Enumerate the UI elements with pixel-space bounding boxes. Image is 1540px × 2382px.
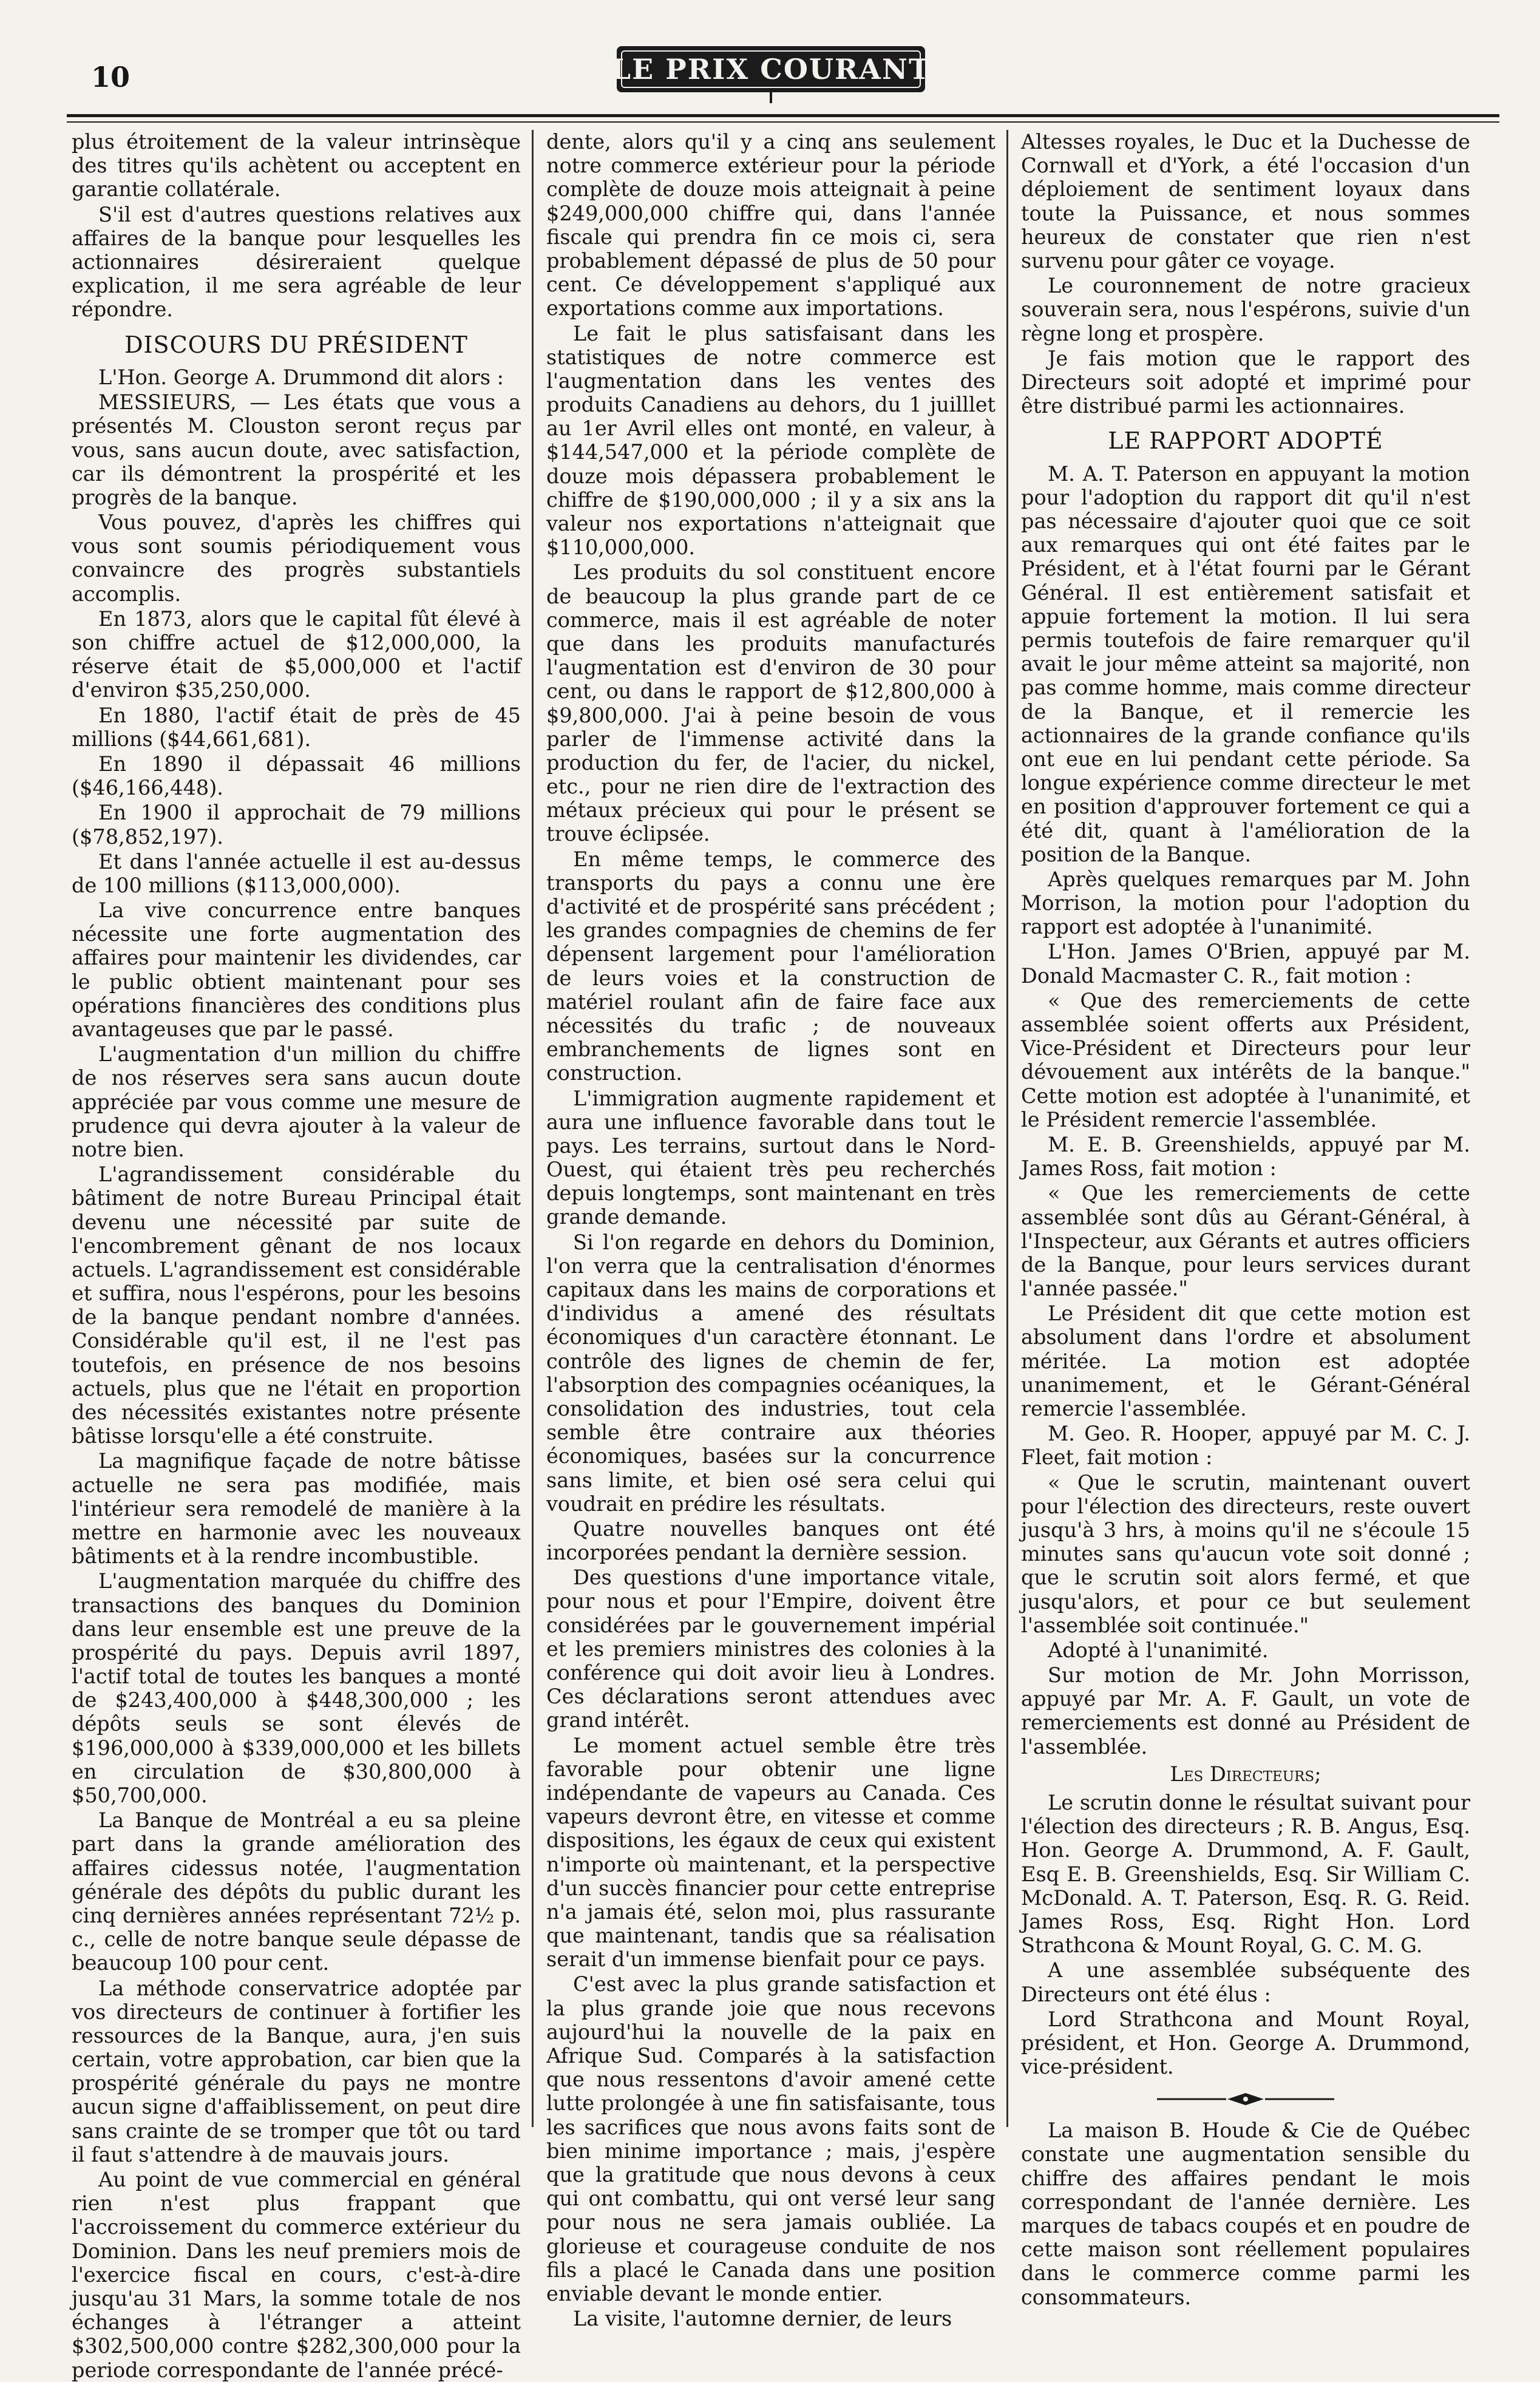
paragraph: « Que les remerciements de cette assemblée sont dûs au Gérant-Général, à l'Inspecteur, aux Gérants et autres officiers de la Banque, pour leurs services durant l'année passée." — [1021, 1181, 1470, 1301]
ornament-divider — [1155, 2092, 1337, 2106]
paragraph: Le scrutin donne le résultat suivant pour l'élection des directeurs ; R. B. Angus, Esq. Hon. George A. Drummond, A. F. Gault, Esq E. B. Greenshields, Esq. Sir William C. McDonald. A. T. Paterson, Esq. R. G. Reid. James Ross, Esq. Right Hon. Lord Strathcona & Mount Royal, G. C. M. G. — [1021, 1791, 1470, 1958]
paragraph: Le couronnement de notre gracieux souverain sera, nous l'espérons, suivie d'un règne long et prospère. — [1021, 274, 1470, 345]
svg-text:LE PRIX COURANT: LE PRIX COURANT — [611, 53, 931, 86]
paragraph: Adopté à l'unanimité. — [1048, 1638, 1269, 1662]
paragraph: En même temps, le commerce des transports du pays a connu une ère d'activité et de prospérité sans précédent ; les grandes compagnies de chemins de fer dépensent largement pour l'amélioration de leurs voies et la construction de matériel roulant afin de faire face aux nécessités du trafic ; de nouveaux embranchements de lignes sont en construction. — [546, 847, 996, 1085]
paragraph: Les produits du sol constituent encore de beaucoup la plus grande part de ce commerce, mais il est agréable de noter que dans les produits manufacturés l'augmentation est d'environ de 30 pour cent, ou dans le rapport de $12,800,000 à $9,800,000. J'ai à peine besoin de vous parler de l'immense activité dans la production du fer, de l'acier, du nickel, etc., pour ne rien dire de l'extraction des métaux précieux qui pour le présent se trouve éclipsée. — [546, 560, 996, 846]
section-subheading: Les Directeurs; — [1170, 1762, 1321, 1786]
paragraph: Sur motion de Mr. John Morrisson, appuyé par Mr. A. F. Gault, un vote de remerciements est donné au Président de l'assemblée. — [1021, 1663, 1470, 1759]
column-2 — [546, 130, 996, 2331]
masthead-logo — [613, 38, 929, 106]
column-1 — [72, 130, 521, 2382]
paragraph: En 1900 il approchait de 79 millions ($78,852,197). — [72, 801, 521, 849]
paragraph: « Que le scrutin, maintenant ouvert pour l'élection des directeurs, reste ouvert jusqu'à 3 hrs, à moins qu'il ne s'écoule 15 minutes sans qu'aucun vote soit donné ; que le scrutin soit alors fermé, et que jusqu'alors, et pour ce but seulement l'assemblée soit continuée." — [1021, 1470, 1470, 1637]
paragraph: S'il est d'autres questions relatives aux affaires de la banque pour lesquelles les actionnaires désireraient quelque explication, il me sera agréable de leur répondre. — [72, 202, 521, 322]
paragraph: L'augmentation d'un million du chiffre de nos réserves sera sans aucun doute appréciée par vous comme une mesure de prudence qui devra ajouter à la valeur de notre bien. — [72, 1042, 521, 1161]
paragraph: La vive concurrence entre banques nécessite une forte augmentation des affaires pour maintenir les dividendes, car le public obtient maintenant pour ses opérations financières des conditions plus avantageuses que par le passé. — [72, 898, 521, 1042]
paragraph: « Que des remerciements de cette assemblée soient offerts aux Président, Vice-Président et Directeurs pour leur dévouement aux intérêts de la banque." Cette motion est adoptée à l'unanimité, et le Président remercie l'assemblée. — [1021, 988, 1470, 1132]
paragraph: Et dans l'année actuelle il est au-dessus de 100 millions ($113,000,000). — [72, 849, 521, 897]
paragraph: Altesses royales, le Duc et la Duchesse de Cornwall et d'York, a été l'occasion d'un déploiement de sentiment loyaux dans toute la Puissance, et nous sommes heureux de constater que rien n'est survenu pour gâter ce voyage. — [1021, 130, 1470, 273]
paragraph: En 1890 il dépassait 46 millions ($46,166,448). — [72, 752, 521, 800]
paragraph: MESSIEURS, — Les états que vous a présentés M. Clouston seront reçus par vous, sans aucun doute, avec satisfaction, car ils démontrent la prospérité et les progrès de la banque. — [72, 390, 521, 509]
column-3 — [1021, 130, 1470, 2309]
paragraph: M. Geo. R. Hooper, appuyé par M. C. J. Fleet, fait motion : — [1021, 1422, 1470, 1470]
paragraph: dente, alors qu'il y a cinq ans seulement notre commerce extérieur pour la période complète de douze mois atteignait à peine $249,000,000 chiffre qui, dans l'année fiscale qui prendra fin ce mois ci, sera probablement dépassé de plus de 50 pour cent. Ce développement s'appliqué aux exportations comme aux importations. — [546, 130, 996, 321]
paragraph: L'Hon. George A. Drummond dit alors : — [98, 365, 504, 389]
paragraph: A une assemblée subséquente des Directeurs ont été élus : — [1021, 1958, 1470, 2006]
paragraph: C'est avec la plus grande satisfaction et la plus grande joie que nous recevons aujourd'hui la nouvelle de la paix en Afrique Sud. Comparés à la satisfaction que nous ressentons d'avoir amené cette lutte prolongée à une fin satisfaisante, tous les sacrifices que nous avons faits sont de bien minime importance ; mais, j'espère que la gratitude que nous devons à ceux qui ont combattu, qui ont versé leur sang pour nous ne sera jamais oubliée. La glorieuse et courageuse conduite de nos fils a placé le Canada dans une position enviable devant le monde entier. — [546, 1972, 996, 2306]
paragraph: Si l'on regarde en dehors du Dominion, l'on verra que la centralisation d'énormes capitaux dans les mains de corporations et d'individus a amené des résultats économiques d'un caractère étonnant. Le contrôle des lignes de chemin de fer, l'absorption des compagnies océaniques, la consolidation des industries, tout cela semble être contraire aux théories économiques, basées sur la concurrence sans limite, et bien osé sera celui qui voudrait en prédire les résultats. — [546, 1230, 996, 1516]
column-divider — [1006, 130, 1008, 2127]
paragraph: En 1880, l'actif était de près de 45 millions ($44,661,681). — [72, 703, 521, 751]
page-number: 10 — [91, 61, 131, 93]
paragraph: La maison B. Houde & Cie de Québec constate une augmentation sensible du chiffre des affaires pendant le mois correspondant de l'année dernière. Les marques de tabacs coupés et en poudre de cette maison sont réellement populaires dans le commerce comme parmi les consommateurs. — [1021, 2119, 1470, 2309]
header-rule-thin — [67, 121, 1499, 123]
paragraph: La magnifique façade de notre bâtisse actuelle ne sera pas modifiée, mais l'intérieur sera remodelé de manière à la mettre en harmonie avec les nouveaux bâtiments et à la rendre incombustible. — [72, 1449, 521, 1569]
section-heading: LE RAPPORT ADOPTÉ — [1108, 427, 1383, 455]
paragraph: La Banque de Montréal a eu sa pleine part dans la grande amélioration des affaires cidessus notée, l'augmentation générale des dépôts du public durant les cinq dernières années représentant 72½ p. c., celle de notre banque seule dépasse de beaucoup 100 pour cent. — [72, 1808, 521, 1975]
column-divider — [532, 130, 534, 2127]
paragraph: La visite, l'automne dernier, de leurs — [573, 2307, 952, 2331]
paragraph: L'Hon. James O'Brien, appuyé par M. Donald Macmaster C. R., fait motion : — [1021, 940, 1470, 988]
paragraph: M. E. B. Greenshields, appuyé par M. James Ross, fait motion : — [1021, 1132, 1470, 1181]
section-heading: DISCOURS DU PRÉSIDENT — [124, 331, 468, 358]
paragraph: La méthode conservatrice adoptée par vos directeurs de continuer à fortifier les ressources de la Banque, aura, j'en suis certain, votre approbation, car bien que la prospérité générale du pays ne montre aucun signe d'affaiblissement, on peut dire sans crainte de se tromper que tôt ou tard il faut s'attendre à de mauvais jours. — [72, 1976, 521, 2167]
header-rule — [67, 114, 1499, 117]
paragraph: Lord Strathcona and Mount Royal, président, et Hon. George A. Drummond, vice-président. — [1021, 2007, 1470, 2079]
paragraph: Quatre nouvelles banques ont été incorporées pendant la dernière session. — [546, 1516, 996, 1565]
paragraph: Au point de vue commercial en général rien n'est plus frappant que l'accroissement du commerce extérieur du Dominion. Dans les neuf premiers mois de l'exercice fiscal en cours, c'est-à-dire jusqu'au 31 Mars, la somme totale de nos échanges à l'étranger a atteint $302,500,000 contre $282,300,000 pour la periode correspondante de l'année précé- — [72, 2168, 521, 2382]
paragraph: plus étroitement de la valeur intrinsèque des titres qu'ils achètent ou acceptent en garantie collatérale. — [72, 130, 521, 202]
paragraph: Vous pouvez, d'après les chiffres qui vous sont soumis périodiquement vous convaincre des progrès substantiels accomplis. — [72, 511, 521, 606]
paragraph: En 1873, alors que le capital fût élevé à son chiffre actuel de $12,000,000, la réserve était de $5,000,000 et l'actif d'environ $35,250,000. — [72, 606, 521, 702]
paragraph: Je fais motion que le rapport des Directeurs soit adopté et imprimé pour être distribué parmi les actionnaires. — [1021, 346, 1470, 418]
paragraph: Le Président dit que cette motion est absolument dans l'ordre et absolument méritée. La motion est adoptée unanimement, et le Gérant-Général remercie l'assemblée. — [1021, 1301, 1470, 1421]
paragraph: L'agrandissement considérable du bâtiment de notre Bureau Principal était devenu une nécessité par suite de l'encombrement gênant de nos locaux actuels. L'agrandissement est considérable et suffira, nous l'espérons, pour les besoins de la banque pendant nombre d'années. Considérable qu'il est, il ne l'est pas toutefois, en présence de nos besoins actuels, plus que ne l'était en proportion des nécessités existantes notre présente bâtisse lorsqu'elle a été construite. — [72, 1162, 521, 1448]
paragraph: Des questions d'une importance vitale, pour nous et pour l'Empire, doivent être considérées par le gouvernement impérial et les premiers ministres des colonies à la conférence qui doit avoir lieu à Londres. Ces déclarations seront attendues avec grand intérêt. — [546, 1566, 996, 1732]
paragraph: Le moment actuel semble être très favorable pour obtenir une ligne indépendante de vapeurs au Canada. Ces vapeurs devront être, en vitesse et comme dispositions, les égaux de ceux qui existent n'importe où maintenant, et la perspective d'un succès financier pour cette entreprise n'a jamais été, selon moi, plus rassurante que maintenant, tandis que sa réalisation serait d'un immense bienfait pour ce pays. — [546, 1733, 996, 1972]
paragraph: L'immigration augmente rapidement et aura une influence favorable dans tout le pays. Les terrains, surtout dans le Nord-Ouest, qui étaient très peu recherchés depuis longtemps, sont maintenant en très grande demande. — [546, 1086, 996, 1229]
paragraph: L'augmentation marquée du chiffre des transactions des banques du Dominion dans leur ensemble est une preuve de la prospérité du pays. Depuis avril 1897, l'actif total de toutes les banques a monté de $243,400,000 à $448,300,000 ; les dépôts seuls se sont élevés de $196,000,000 à $339,000,000 et les billets en circulation de $30,800,000 à $50,700,000. — [72, 1569, 521, 1808]
paragraph: Après quelques remarques par M. John Morrison, la motion pour l'adoption du rapport est adoptée à l'unanimité. — [1021, 867, 1470, 939]
paragraph: Le fait le plus satisfaisant dans les statistiques de notre commerce est l'augmentation dans les ventes des produits Canadiens au dehors, du 1 juilllet au 1er Avril elles ont monté, en valeur, à $144,547,000 et la période complète de douze mois dépassera probablement le chiffre de $190,000,000 ; il y a six ans la valeur nos exportations n'atteignait que $110,000,000. — [546, 321, 996, 560]
paragraph: M. A. T. Paterson en appuyant la motion pour l'adoption du rapport dit qu'il n'est pas nécessaire d'ajouter quoi que ce soit aux remarques qui ont été faites par le Président, et à l'état fourni par le Gérant Général. Il est entièrement satisfait et appuie fortement la motion. Il lui sera permis toutefois de faire remarquer qu'il avait le jour même atteint sa majorité, non pas comme homme, mais comme directeur de la Banque, et il remercie les actionnaires de la grande confiance qu'ils ont eue en lui pendant cette période. Sa longue expérience comme directeur le met en position d'approuver fortement ce qui a été dit, quant à l'amélioration de la position de la Banque. — [1021, 461, 1470, 866]
